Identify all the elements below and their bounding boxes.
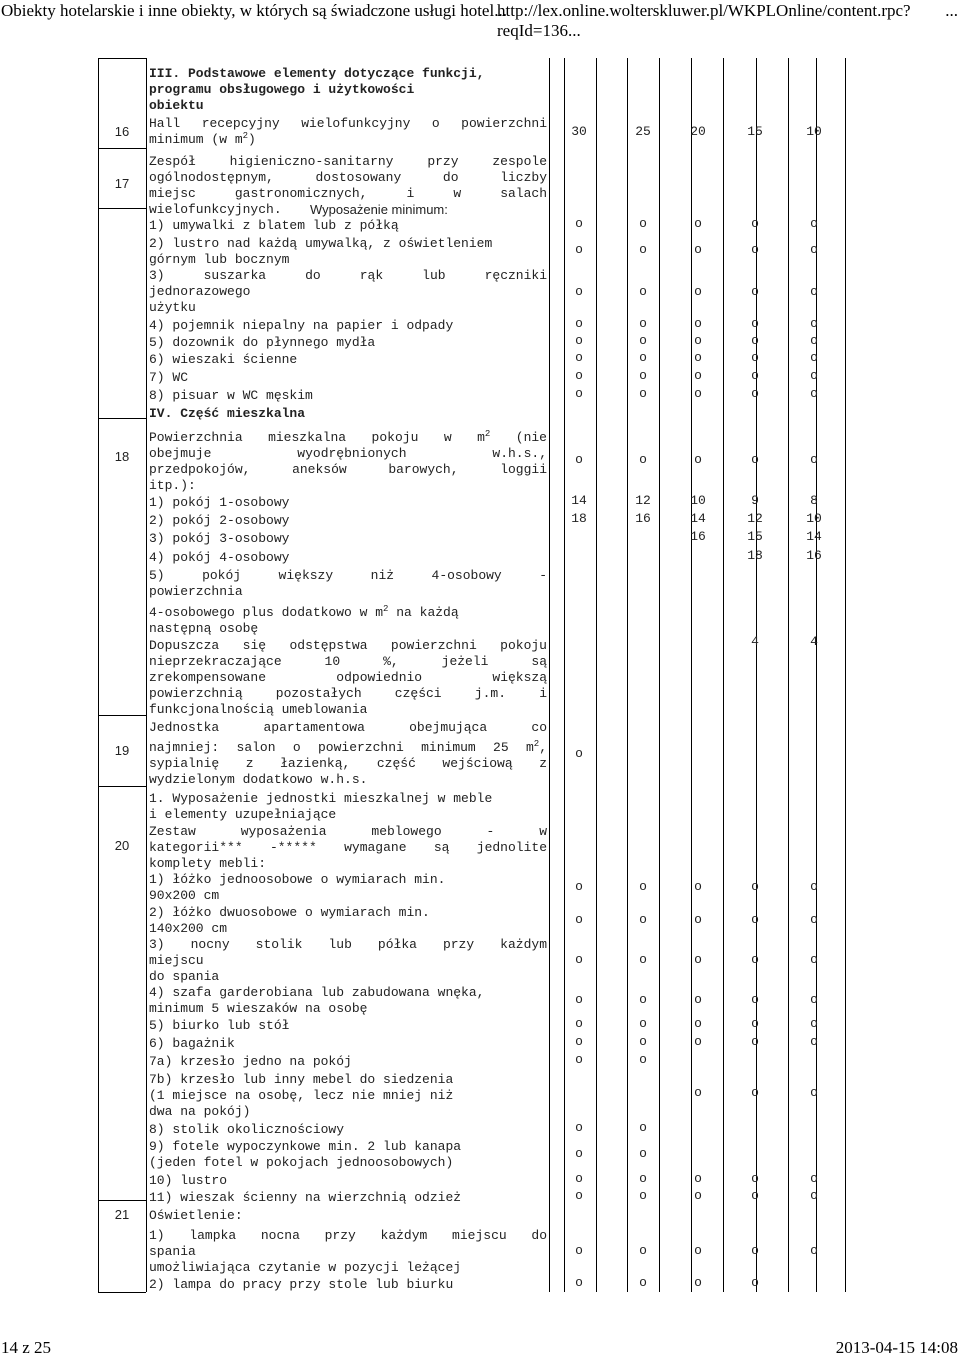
category-value: 10 <box>806 124 822 139</box>
row-text: 2) lampa do pracy przy stole lub biurku <box>149 1277 454 1292</box>
category-value: o <box>694 952 702 967</box>
category-value: o <box>810 333 818 348</box>
row-text: Powierzchnia mieszkalna pokoju w $m^2$ (nie <box>149 429 547 445</box>
category-value: o <box>751 1171 759 1186</box>
category-value: o <box>575 333 583 348</box>
category-value: o <box>639 216 647 231</box>
category-value: o <box>694 368 702 383</box>
category-value: o <box>751 452 759 467</box>
row-text: powierzchnią pozostałych części j.m. i <box>149 686 547 701</box>
category-value: o <box>639 1171 647 1186</box>
row-number: 19 <box>114 743 130 758</box>
row-text: III. Podstawowe elementy dotyczące funkcji, <box>149 66 485 81</box>
category-value: 16 <box>635 511 651 526</box>
category-value: o <box>575 1052 583 1067</box>
category-value: o <box>575 1034 583 1049</box>
category-value: o <box>639 284 647 299</box>
page-url[interactable]: http://lex.online.wolterskluwer.pl/WKPLOnline/content.rpc?reqId=136... <box>497 1 911 40</box>
table-column-line <box>723 58 724 1292</box>
category-value: o <box>639 242 647 257</box>
row-text: dwa na pokój) <box>149 1104 251 1119</box>
row-text: 5) pokój większy niż 4-osobowy - <box>149 568 547 583</box>
row-text: 2) lustro nad każdą umywalką, z oświetleniem <box>149 236 493 251</box>
row-text: IV. Część mieszkalna <box>149 406 306 421</box>
category-value: o <box>575 452 583 467</box>
category-value: 4 <box>751 634 759 649</box>
table-column-line <box>845 58 846 1292</box>
category-value: o <box>810 452 818 467</box>
row-text: komplety mebli: <box>149 856 267 871</box>
category-value: o <box>575 992 583 1007</box>
category-value: 30 <box>571 124 587 139</box>
row-text: Zestaw wyposażenia meblowego - w <box>149 824 547 839</box>
category-value: o <box>639 992 647 1007</box>
row-text: spania <box>149 1244 196 1259</box>
page-title: Obiekty hotelarskie i inne obiekty, w których są świadczone usługi hotel... <box>1 1 507 20</box>
category-value: 10 <box>690 493 706 508</box>
category-value: o <box>810 1188 818 1203</box>
category-value: o <box>639 452 647 467</box>
row-text: 2) pokój 2-osobowy <box>149 513 290 528</box>
category-value: o <box>639 1188 647 1203</box>
category-value: o <box>694 1275 702 1290</box>
row-text: 1. Wyposażenie jednostki mieszkalnej w meble <box>149 791 493 806</box>
category-value: o <box>639 1275 647 1290</box>
category-value: o <box>810 952 818 967</box>
category-value: o <box>694 1243 702 1258</box>
category-value: o <box>810 1171 818 1186</box>
row-text: Hall recepcyjny wielofunkcyjny o powierzchni <box>149 116 547 131</box>
category-value: o <box>694 452 702 467</box>
category-value: o <box>751 284 759 299</box>
row-text: kategorii*** -***** wymagane są jednolite <box>149 840 547 855</box>
row-text: 3) suszarka do rąk lub ręczniki <box>149 268 547 283</box>
category-value: o <box>751 952 759 967</box>
row-number: 16 <box>114 124 130 139</box>
header-ellipsis: ... <box>945 1 958 20</box>
category-value: o <box>639 1146 647 1161</box>
category-value: o <box>639 1243 647 1258</box>
table-column-line <box>146 58 147 1292</box>
category-value: o <box>639 368 647 383</box>
category-value: o <box>751 1243 759 1258</box>
category-value: o <box>639 350 647 365</box>
row-separator <box>98 1292 146 1293</box>
row-text: funkcjonalnością umeblowania <box>149 702 368 717</box>
category-value: o <box>639 386 647 401</box>
category-value: o <box>639 879 647 894</box>
category-value: o <box>575 879 583 894</box>
category-value: o <box>639 952 647 967</box>
category-value: o <box>694 386 702 401</box>
category-value: o <box>751 1188 759 1203</box>
row-text: 9) fotele wypoczynkowe min. 2 lub kanapa <box>149 1139 462 1154</box>
category-value: 15 <box>747 124 763 139</box>
category-value: o <box>694 1171 702 1186</box>
category-value: o <box>694 1016 702 1031</box>
category-value: o <box>810 1085 818 1100</box>
category-value: o <box>694 350 702 365</box>
category-value: 14 <box>571 493 587 508</box>
row-text: 5) biurko lub stół <box>149 1018 290 1033</box>
row-text: 8) stolik okolicznościowy <box>149 1122 345 1137</box>
row-text: minimum 5 wieszaków na osobę <box>149 1001 368 1016</box>
row-text: umożliwiająca czytanie w pozycji leżącej <box>149 1260 462 1275</box>
row-text: 6) wieszaki ścienne <box>149 352 298 367</box>
row-number: 21 <box>114 1207 130 1222</box>
row-separator <box>98 715 146 716</box>
row-separator <box>98 418 146 419</box>
row-text: Wyposażenie minimum: <box>310 202 448 217</box>
category-value: o <box>694 216 702 231</box>
row-text: (jeden fotel w pokojach jednoosobowych) <box>149 1155 454 1170</box>
row-text: Jednostka apartamentowa obejmująca co <box>149 720 547 735</box>
row-text: 1) lampka nocna przy każdym miejscu do <box>149 1228 547 1243</box>
category-value: 12 <box>635 493 651 508</box>
category-value: o <box>639 1052 647 1067</box>
row-text: następną osobę <box>149 621 259 636</box>
row-text: sypialnię z łazienką, część wejściową z <box>149 756 547 771</box>
category-value: o <box>694 912 702 927</box>
category-value: 18 <box>747 548 763 563</box>
category-value: o <box>694 242 702 257</box>
row-text: do spania <box>149 969 220 984</box>
category-value: o <box>751 242 759 257</box>
category-value: o <box>751 316 759 331</box>
category-value: 8 <box>810 493 818 508</box>
row-separator <box>98 208 146 209</box>
category-value: o <box>694 333 702 348</box>
category-value: 14 <box>690 511 706 526</box>
category-value: 16 <box>806 548 822 563</box>
row-text: obejmuje wyodrębnionych w.h.s., <box>149 446 547 461</box>
row-text: 8) pisuar w WC męskim <box>149 388 313 403</box>
row-text: 140x200 cm <box>149 921 228 936</box>
row-text: przedpokojów, aneksów barowych, loggii <box>149 462 547 477</box>
row-text: itp.): <box>149 478 196 493</box>
category-value: o <box>575 1016 583 1031</box>
row-text: 1) umywalki z blatem lub z półką <box>149 218 399 233</box>
category-value: o <box>639 912 647 927</box>
row-text: zrekompensowane odpowiednio większą <box>149 670 547 685</box>
category-value: o <box>810 350 818 365</box>
row-text: wielofunkcyjnych. <box>149 202 282 217</box>
category-value: o <box>810 912 818 927</box>
category-value: o <box>810 1034 818 1049</box>
category-value: 10 <box>806 511 822 526</box>
row-text: powierzchnia <box>149 584 243 599</box>
category-value: o <box>751 216 759 231</box>
category-value: o <box>639 316 647 331</box>
table-column-line <box>98 58 99 1292</box>
row-text: najmniej: salon o powierzchni minimum 25 $m^2$, <box>149 739 547 755</box>
category-value: 4 <box>810 634 818 649</box>
row-text: 5) dozownik do płynnego mydła <box>149 335 376 350</box>
row-text: (1 miejsce na osobę, lecz nie mniej niż <box>149 1088 454 1103</box>
row-text: 4-osobowego plus dodatkowo w $m^2$ na każdą <box>149 604 459 620</box>
category-value: o <box>810 386 818 401</box>
category-value: o <box>639 333 647 348</box>
category-value: o <box>575 284 583 299</box>
category-value: o <box>810 242 818 257</box>
row-text: Oświetlenie: <box>149 1208 243 1223</box>
category-value: o <box>810 1243 818 1258</box>
category-value: 20 <box>690 124 706 139</box>
category-value: o <box>575 350 583 365</box>
category-value: o <box>751 912 759 927</box>
row-text: 6) bagażnik <box>149 1036 235 1051</box>
category-value: 25 <box>635 124 651 139</box>
row-number: 20 <box>114 838 130 853</box>
row-number: 17 <box>114 176 130 191</box>
row-text: Zespół higieniczno-sanitarny przy zespole <box>149 154 547 169</box>
category-value: o <box>575 1243 583 1258</box>
category-value: 14 <box>806 529 822 544</box>
row-text: górnym lub bocznym <box>149 252 290 267</box>
row-text: 4) szafa garderobiana lub zabudowana wnęka, <box>149 985 485 1000</box>
row-text: 7a) krzesło jedno na pokój <box>149 1054 352 1069</box>
category-value: o <box>639 1120 647 1135</box>
category-value: o <box>694 284 702 299</box>
row-text: 1) łóżko jednoosobowe o wymiarach min. <box>149 872 446 887</box>
category-value: o <box>575 1146 583 1161</box>
category-value: o <box>575 386 583 401</box>
category-value: o <box>575 316 583 331</box>
row-text: 3) nocny stolik lub półka przy każdym <box>149 937 547 952</box>
table-column-line <box>596 58 597 1292</box>
row-text: 2) łóżko dwuosobowe o wymiarach min. <box>149 905 430 920</box>
row-text: miejscu <box>149 953 204 968</box>
category-value: o <box>751 1034 759 1049</box>
row-text: miejsc gastronomicznych, i w salach <box>149 186 547 201</box>
category-value: o <box>575 368 583 383</box>
row-text: Dopuszcza się odstępstwa powierzchni pokoju <box>149 638 547 653</box>
category-value: o <box>575 912 583 927</box>
row-text: jednorazowego <box>149 284 251 299</box>
row-text: obiektu <box>149 98 204 113</box>
row-number: 18 <box>114 449 130 464</box>
row-text: ogólnodostępnym, dostosowany do liczby <box>149 170 547 185</box>
category-value: o <box>575 1188 583 1203</box>
category-value: o <box>694 316 702 331</box>
category-value: o <box>810 284 818 299</box>
category-value: o <box>810 992 818 1007</box>
row-separator <box>98 58 146 59</box>
category-value: o <box>751 879 759 894</box>
table-column-line <box>788 58 789 1292</box>
category-value: o <box>751 386 759 401</box>
row-text: 1) pokój 1-osobowy <box>149 495 290 510</box>
category-value: 16 <box>690 529 706 544</box>
row-text: 3) pokój 3-osobowy <box>149 531 290 546</box>
category-value: o <box>639 1034 647 1049</box>
category-value: o <box>810 368 818 383</box>
category-value: o <box>694 879 702 894</box>
row-text: 11) wieszak ścienny na wierzchnią odzież <box>149 1190 462 1205</box>
page-footer <box>0 1338 960 1358</box>
row-text: 7b) krzesło lub inny mebel do siedzenia <box>149 1072 454 1087</box>
category-value: o <box>694 1188 702 1203</box>
category-value: o <box>694 1085 702 1100</box>
category-value: o <box>575 746 583 761</box>
row-text: programu obsługowego i użytkowości <box>149 82 415 97</box>
category-value: o <box>751 1016 759 1031</box>
page-counter: 14 z 25 <box>1 1338 52 1357</box>
category-value: o <box>751 1085 759 1100</box>
row-text: i elementy uzupełniające <box>149 807 337 822</box>
row-text: nieprzekraczające 10 %, jeżeli są <box>149 654 547 669</box>
table-column-line <box>549 58 550 1292</box>
category-value: o <box>575 952 583 967</box>
category-value: 12 <box>747 511 763 526</box>
row-text: 4) pokój 4-osobowy <box>149 550 290 565</box>
category-value: o <box>694 992 702 1007</box>
row-text: 10) lustro <box>149 1173 228 1188</box>
category-value: o <box>575 1275 583 1290</box>
category-value: 9 <box>751 493 759 508</box>
category-value: o <box>575 1171 583 1186</box>
category-value: o <box>810 879 818 894</box>
row-text: 7) WC <box>149 370 189 385</box>
category-value: 18 <box>571 511 587 526</box>
category-value: o <box>810 216 818 231</box>
category-value: o <box>575 216 583 231</box>
category-value: 15 <box>747 529 763 544</box>
category-value: o <box>575 1120 583 1135</box>
category-value: o <box>694 1034 702 1049</box>
row-text: użytku <box>149 300 196 315</box>
row-separator <box>98 786 146 787</box>
category-value: o <box>810 1016 818 1031</box>
category-value: o <box>639 1016 647 1031</box>
print-datetime: 2013-04-15 14:08 <box>835 1338 958 1357</box>
row-text: minimum (w $m^2$) <box>149 131 256 147</box>
category-value: o <box>751 333 759 348</box>
row-separator <box>98 148 146 149</box>
category-value: o <box>751 368 759 383</box>
category-value: o <box>751 992 759 1007</box>
category-value: o <box>810 316 818 331</box>
category-value: o <box>751 350 759 365</box>
row-text: 4) pojemnik niepalny na papier i odpady <box>149 318 454 333</box>
row-separator <box>98 1200 146 1201</box>
category-value: o <box>751 1275 759 1290</box>
row-text: 90x200 cm <box>149 888 220 903</box>
category-value: o <box>575 242 583 257</box>
row-text: wydzielonym dodatkowo w.h.s. <box>149 772 368 787</box>
